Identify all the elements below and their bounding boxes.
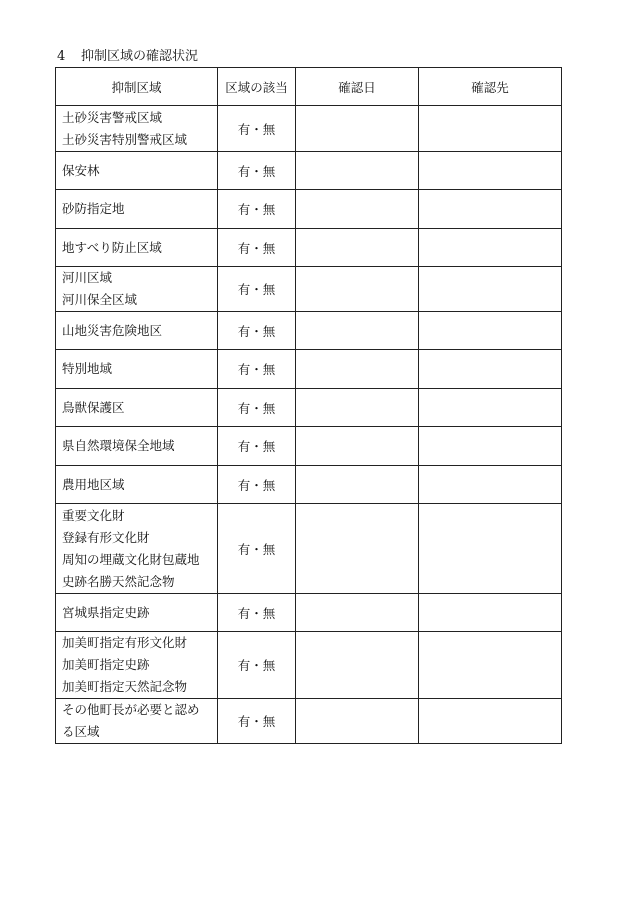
table-body bbox=[56, 106, 562, 744]
restriction-area-table bbox=[55, 67, 562, 744]
area-name-line: 保安林 bbox=[62, 162, 100, 178]
table-row bbox=[56, 466, 562, 504]
area-name-line: 特別地域 bbox=[62, 361, 113, 376]
area-name-cell bbox=[56, 594, 218, 632]
area-name-cell bbox=[56, 152, 218, 190]
applies-cell: 有・無 bbox=[218, 504, 296, 594]
confirm-date-cell[interactable] bbox=[296, 312, 419, 350]
applies-cell: 有・無 bbox=[218, 466, 296, 504]
confirm-to-cell[interactable] bbox=[419, 594, 562, 632]
area-name-line: 宮城県指定史跡 bbox=[62, 604, 150, 620]
area-name-cell bbox=[56, 229, 218, 267]
area-name-cell bbox=[56, 312, 218, 350]
confirm-to-cell[interactable] bbox=[419, 699, 562, 744]
area-name-cell bbox=[56, 466, 218, 504]
confirm-to-cell[interactable] bbox=[419, 152, 562, 190]
area-name-line: その他町長が必要と認め bbox=[62, 702, 200, 717]
confirm-date-cell[interactable] bbox=[296, 152, 419, 190]
table-row bbox=[56, 152, 562, 190]
table-row bbox=[56, 427, 562, 466]
table-row bbox=[56, 504, 562, 594]
table-row bbox=[56, 350, 562, 389]
section-number: 4 bbox=[57, 49, 66, 64]
applies-cell: 有・無 bbox=[218, 229, 296, 267]
applies-cell: 有・無 bbox=[218, 350, 296, 389]
applies-cell: 有・無 bbox=[218, 152, 296, 190]
applies-cell: 有・無 bbox=[218, 699, 296, 744]
table-row bbox=[56, 229, 562, 267]
applies-cell: 有・無 bbox=[218, 267, 296, 312]
confirm-to-cell[interactable] bbox=[419, 267, 562, 312]
area-name-line: 地すべり防止区域 bbox=[62, 239, 162, 255]
confirm-date-cell[interactable] bbox=[296, 699, 419, 744]
applies-cell: 有・無 bbox=[218, 427, 296, 466]
header-confirm-to: 確認先 bbox=[419, 68, 562, 106]
area-name-line: 農用地区域 bbox=[62, 476, 125, 492]
area-name-line: 県自然環境保全地域 bbox=[62, 438, 175, 453]
confirm-date-cell[interactable] bbox=[296, 466, 419, 504]
confirm-to-cell[interactable] bbox=[419, 350, 562, 389]
area-name-cell bbox=[56, 106, 218, 152]
header-area: 抑制区域 bbox=[56, 68, 218, 106]
applies-cell: 有・無 bbox=[218, 106, 296, 152]
applies-cell: 有・無 bbox=[218, 594, 296, 632]
area-name-cell bbox=[56, 267, 218, 312]
area-name-line: 加美町指定天然記念物 bbox=[62, 679, 188, 694]
confirm-date-cell[interactable] bbox=[296, 190, 419, 229]
confirm-date-cell[interactable] bbox=[296, 350, 419, 389]
applies-cell: 有・無 bbox=[218, 632, 296, 699]
applies-cell: 有・無 bbox=[218, 312, 296, 350]
area-name-line: 史跡名勝天然記念物 bbox=[62, 573, 175, 589]
confirm-date-cell[interactable] bbox=[296, 229, 419, 267]
area-name-line: 土砂災害警戒区域 bbox=[62, 109, 163, 125]
area-name-cell bbox=[56, 190, 218, 229]
area-name-line: 土砂災害特別警戒区域 bbox=[62, 131, 188, 147]
confirm-date-cell[interactable] bbox=[296, 632, 419, 699]
area-name-line: 重要文化財 bbox=[62, 507, 125, 523]
confirm-to-cell[interactable] bbox=[419, 229, 562, 267]
confirm-date-cell[interactable] bbox=[296, 389, 419, 427]
area-name-line: る区域 bbox=[62, 724, 100, 739]
applies-cell: 有・無 bbox=[218, 190, 296, 229]
area-name-cell bbox=[56, 350, 218, 389]
area-name-cell bbox=[56, 699, 218, 744]
table-row bbox=[56, 699, 562, 744]
section-heading bbox=[57, 48, 198, 66]
area-name-cell bbox=[56, 427, 218, 466]
area-name-line: 砂防指定地 bbox=[62, 201, 125, 216]
header-applies: 区域の該当 bbox=[218, 68, 296, 106]
table-row bbox=[56, 106, 562, 152]
confirm-date-cell[interactable] bbox=[296, 504, 419, 594]
table-row bbox=[56, 190, 562, 229]
confirm-to-cell[interactable] bbox=[419, 632, 562, 699]
area-name-line: 登録有形文化財 bbox=[62, 529, 150, 545]
table-header-row bbox=[56, 68, 562, 106]
confirm-to-cell[interactable] bbox=[419, 389, 562, 427]
confirm-to-cell[interactable] bbox=[419, 427, 562, 466]
confirm-date-cell[interactable] bbox=[296, 267, 419, 312]
confirm-to-cell[interactable] bbox=[419, 466, 562, 504]
area-name-line: 周知の埋蔵文化財包蔵地 bbox=[62, 551, 200, 567]
area-name-cell bbox=[56, 632, 218, 699]
confirm-to-cell[interactable] bbox=[419, 312, 562, 350]
confirm-to-cell[interactable] bbox=[419, 504, 562, 594]
table-row bbox=[56, 594, 562, 632]
area-name-line: 加美町指定史跡 bbox=[62, 657, 150, 672]
area-name-line: 山地災害危険地区 bbox=[62, 322, 163, 338]
area-name-line: 加美町指定有形文化財 bbox=[62, 635, 188, 650]
table-row bbox=[56, 389, 562, 427]
table-row bbox=[56, 632, 562, 699]
area-name-line: 鳥獣保護区 bbox=[62, 399, 125, 415]
area-name-cell bbox=[56, 504, 218, 594]
area-name-line: 河川保全区域 bbox=[62, 292, 138, 307]
confirm-date-cell[interactable] bbox=[296, 594, 419, 632]
table-row bbox=[56, 312, 562, 350]
confirm-to-cell[interactable] bbox=[419, 190, 562, 229]
applies-cell: 有・無 bbox=[218, 389, 296, 427]
table-row bbox=[56, 267, 562, 312]
confirm-date-cell[interactable] bbox=[296, 427, 419, 466]
section-title: 抑制区域の確認状況 bbox=[81, 49, 199, 64]
header-confirm-date: 確認日 bbox=[296, 68, 419, 106]
confirm-to-cell[interactable] bbox=[419, 106, 562, 152]
area-name-line: 河川区域 bbox=[62, 270, 113, 285]
confirm-date-cell[interactable] bbox=[296, 106, 419, 152]
area-name-cell bbox=[56, 389, 218, 427]
